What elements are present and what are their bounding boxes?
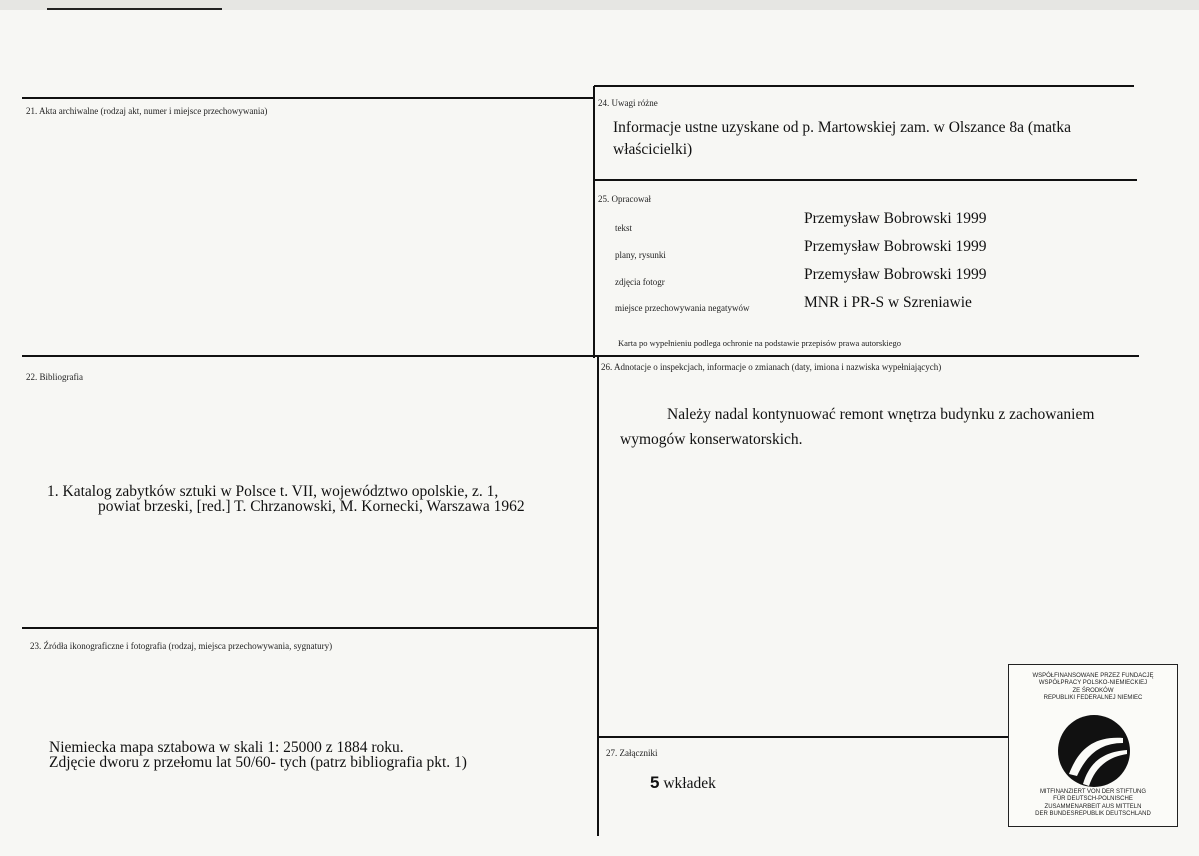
rule-top-left (22, 97, 594, 99)
logo-bottom-line: FÜR DEUTSCH-POLNISCHE (1053, 796, 1133, 803)
logo-bottom-line: MITFINANZIERT VON DER STIFTUNG (1039, 789, 1147, 795)
rule-24-25 (594, 179, 1137, 181)
inspection-note-line-1: Należy nadal kontynuować remont wnętrza budynku z zachowaniem (667, 406, 1095, 423)
bibliography-entry-line-1: 1. Katalog zabytków sztuki w Polsce t. VII, województwo opolskie, z. 1, (47, 483, 499, 500)
bibliography-entry-line-2: powiat brzeski, [red.] T. Chrzanowski, M. Kornecki, Warszawa 1962 (98, 498, 525, 515)
copyright-note: Karta po wypełnieniu podlega ochronie na podstawie przepisów prawa autorskiego (618, 338, 902, 348)
logo-bottom-line: DER BUNDESREPUBLIK DEUTSCHLAND (1035, 810, 1151, 817)
attachments-suffix: wkładek (663, 775, 716, 792)
author-row-value-plans: Przemysław Bobrowski 1999 (804, 238, 987, 255)
foundation-emblem-icon (1057, 714, 1131, 788)
section-25-label: 25. Opracował (598, 194, 651, 204)
author-row-key-negatives: miejsce przechowywania negatywów (615, 303, 750, 313)
author-row-value-text: Przemysław Bobrowski 1999 (804, 210, 987, 227)
inspection-note-line-2: wymogów konserwatorskich. (620, 431, 803, 448)
logo-top-line: ZE ŚRODKÓW (1072, 687, 1114, 694)
author-row-value-photos: Przemysław Bobrowski 1999 (804, 266, 987, 283)
rule-22-23 (22, 627, 598, 629)
attachments-value (650, 772, 716, 794)
logo-top-text (1009, 673, 1177, 702)
rule-top-right (594, 85, 1134, 87)
section-24-label: 24. Uwagi różne (598, 98, 658, 108)
section-21-label: 21. Akta archiwalne (rodzaj akt, numer i miejsce przechowywania) (26, 106, 268, 116)
rule-center-vertical-lower (597, 356, 599, 836)
rule-21-22 (22, 355, 1139, 357)
iconography-line-1: Niemiecka mapa sztabowa w skali 1: 25000 z 1884 roku. (49, 739, 404, 756)
author-row-value-negatives: MNR i PR-S w Szreniawie (804, 294, 972, 311)
author-row-key-text: tekst (615, 223, 632, 233)
logo-top-line: REPUBLIKI FEDERALNEJ NIEMIEC (1043, 694, 1143, 701)
remarks-line-1: Informacje ustne uzyskane od p. Martowskiej zam. w Olszance 8a (matka (613, 119, 1071, 136)
section-26-label: 26. Adnotacje o inspekcjach, informacje o zmianach (daty, imiona i nazwiska wypełniających) (601, 362, 942, 372)
author-row-key-plans: plany, rysunki (615, 250, 666, 260)
section-22-label: 22. Bibliografia (26, 372, 83, 382)
section-27-label: 27. Załączniki (606, 748, 658, 758)
iconography-line-2: Zdjęcie dworu z przełomu lat 50/60- tych (patrz bibliografia pkt. 1) (49, 754, 467, 771)
logo-bottom-line: ZUSAMMENARBEIT AUS MITTELN (1044, 803, 1142, 810)
logo-top-line: WSPÓŁFINANSOWANE PRZEZ FUNDACJĘ (1032, 673, 1154, 679)
remarks-line-2: właścicielki) (613, 141, 693, 158)
logo-top-line: WSPÓŁPRACY POLSKO-NIEMIECKIEJ (1038, 680, 1148, 687)
top-rule-stub (47, 8, 222, 10)
attachments-count: 5 (650, 773, 660, 792)
section-23-label: 23. Źródła ikonograficzne i fotografia (rodzaj, miejsca przechowywania, sygnatury) (30, 641, 333, 651)
funding-logo (1008, 664, 1178, 827)
rule-26-27 (598, 736, 1008, 738)
author-row-key-photos: zdjęcia fotogr (615, 277, 665, 287)
rule-center-vertical (593, 86, 595, 358)
logo-bottom-text (1009, 789, 1177, 818)
